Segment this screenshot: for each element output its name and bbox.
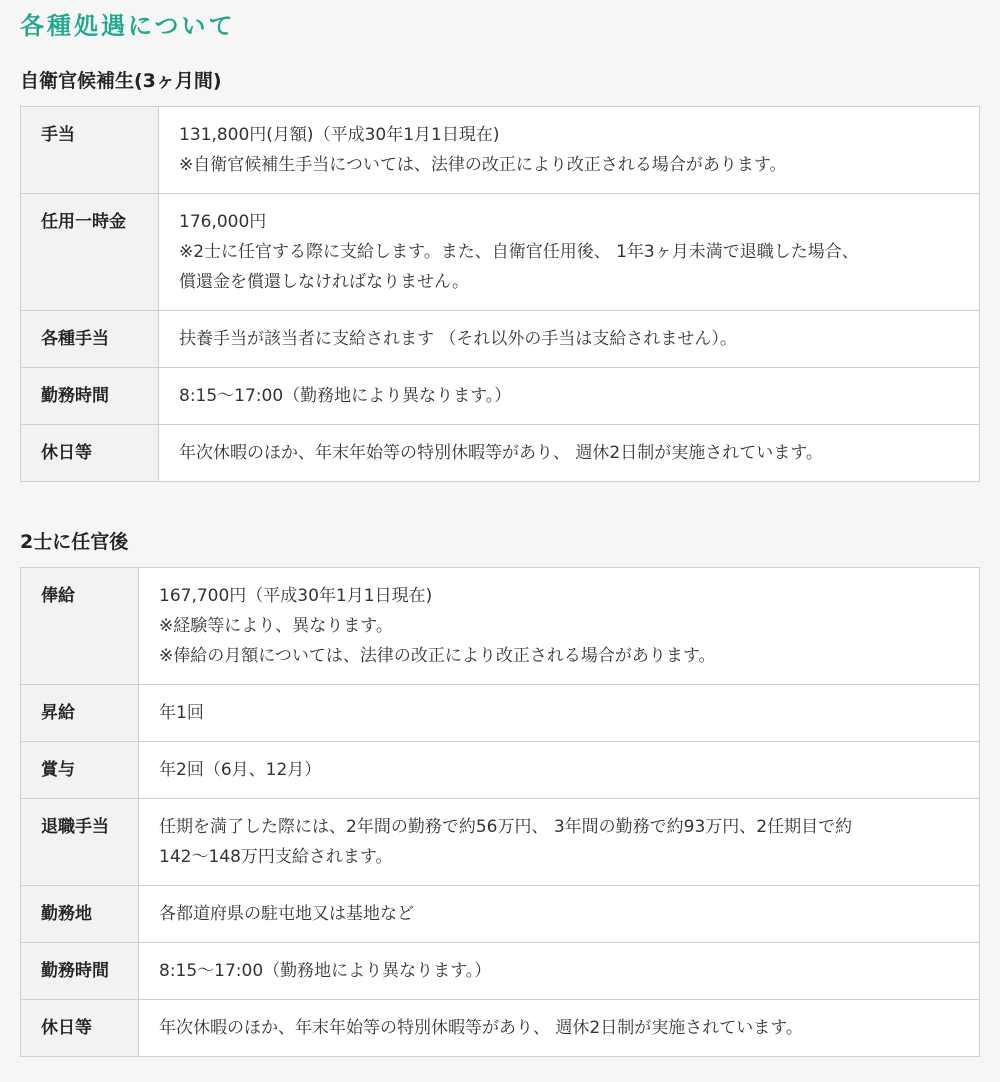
row-value: 年1回: [139, 685, 980, 742]
row-label: 手当: [21, 107, 159, 194]
row-label: 退職手当: [21, 799, 139, 886]
row-label: 勤務時間: [21, 368, 159, 425]
row-label: 各種手当: [21, 311, 159, 368]
page-title: 各種処遇について: [20, 12, 236, 40]
table-row: [21, 368, 980, 425]
row-value: 8:15～17:00（勤務地により異なります。）: [139, 943, 980, 1000]
row-value: 8:15～17:00（勤務地により異なります。）: [159, 368, 980, 425]
after-appointment-table: [20, 567, 980, 1057]
table-row: [21, 943, 980, 1000]
candidate-benefits-table: [20, 106, 980, 482]
row-value: 176,000円 ※2士に任官する際に支給します。また、自衛官任用後、 1年3ヶ月未満で退職した場合、 償還金を償還しなければなりません。: [159, 194, 980, 311]
section-title-after-appointment: 2士に任官後: [20, 531, 129, 553]
row-label: 勤務時間: [21, 943, 139, 1000]
table-row: [21, 568, 980, 685]
row-value: 任期を満了した際には、2年間の勤務で約56万円、 3年間の勤務で約93万円、2任期目で約 142～148万円支給されます。: [139, 799, 980, 886]
row-label: 賞与: [21, 742, 139, 799]
row-value: 各都道府県の駐屯地又は基地など: [139, 886, 980, 943]
row-value: 年次休暇のほか、年末年始等の特別休暇等があり、 週休2日制が実施されています。: [159, 425, 980, 482]
row-value: 年次休暇のほか、年末年始等の特別休暇等があり、 週休2日制が実施されています。: [139, 1000, 980, 1057]
section-title-candidate: 自衛官候補生(3ヶ月間): [20, 70, 222, 92]
table-row: [21, 425, 980, 482]
table-row: [21, 886, 980, 943]
row-value: 131,800円(月額)（平成30年1月1日現在) ※自衛官候補生手当については、法律の改正により改正される場合があります。: [159, 107, 980, 194]
row-label: 任用一時金: [21, 194, 159, 311]
row-label: 昇給: [21, 685, 139, 742]
row-label: 休日等: [21, 425, 159, 482]
row-label: 休日等: [21, 1000, 139, 1057]
row-value: 年2回（6月、12月）: [139, 742, 980, 799]
row-value: 167,700円（平成30年1月1日現在) ※経験等により、異なります。 ※俸給の月額については、法律の改正により改正される場合があります。: [139, 568, 980, 685]
table-row: [21, 194, 980, 311]
table-row: [21, 107, 980, 194]
table-row: [21, 311, 980, 368]
row-label: 勤務地: [21, 886, 139, 943]
table-row: [21, 799, 980, 886]
table-row: [21, 742, 980, 799]
table-row: [21, 1000, 980, 1057]
row-label: 俸給: [21, 568, 139, 685]
table-row: [21, 685, 980, 742]
row-value: 扶養手当が該当者に支給されます （それ以外の手当は支給されません）。: [159, 311, 980, 368]
